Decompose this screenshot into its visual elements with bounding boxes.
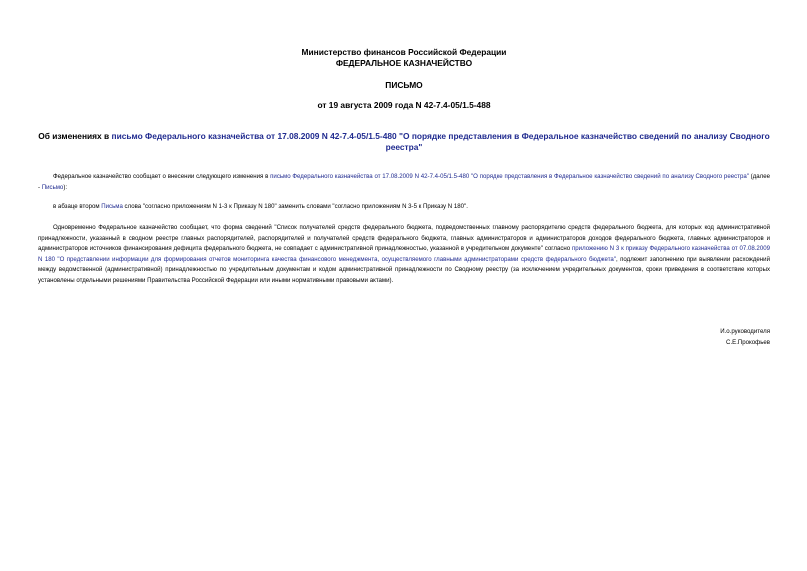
signature-name: С.Е.Прокофьев bbox=[726, 339, 770, 346]
paragraph-1-link[interactable]: письмо Федерального казначейства от 17.08.2009 N 42-7.4-05/1.5-480 "О порядке представления в Федеральное казначейство сведений по анализу Сводного реестра" bbox=[270, 173, 749, 180]
signature-position: И.о.руководителя bbox=[720, 328, 770, 335]
paragraph-1 bbox=[38, 172, 770, 193]
document-header bbox=[38, 47, 770, 68]
subject-prefix: Об изменениях в bbox=[38, 131, 112, 141]
paragraph-1-link-letter[interactable]: Письмо bbox=[41, 183, 64, 191]
paragraph-3-link[interactable]: приложению N 3 к приказу Федерального казначейства от 07.08.2009 N 180 "О представлении информации для формирования отчетов мониторинга качества финансового менеджмента, осуществляемого главными администраторами средств федерального бюджета" bbox=[38, 245, 770, 263]
paragraph-3-text: Одновременно Федеральное казначейство сообщает, что форма сведений "Список получателей средств федерального бюджета, подведомственных главному распорядителю средств федерального бюджета, для которых код административной принадлежности, указанный в сводном реестре главных распорядителей, распорядителей и получателей средств федерального бюджета, главных администраторов и администраторов доходов федерального бюджета, главных администраторов и администраторов источников финансирования дефицита федерального бюджета, не совпадает с административной принадлежностью, указанной в учредительном документе" согласно bbox=[38, 224, 770, 253]
document-type: ПИСЬМО bbox=[385, 80, 423, 90]
paragraph-2-text-end: слова "согласно приложениям N 1-3 к Приказу N 180" заменить словами "согласно приложениям N 3-5 к Приказу N 180". bbox=[122, 203, 468, 210]
paragraph-3 bbox=[38, 223, 770, 287]
treasury-name: ФЕДЕРАЛЬНОЕ КАЗНАЧЕЙСТВО bbox=[335, 57, 473, 68]
subject-link[interactable]: письмо Федерального казначейства от 17.08.2009 N 42-7.4-05/1.5-480 "О порядке представления в Федеральное казначейство сведений по анализу Сводного реестра" bbox=[111, 131, 770, 152]
ministry-name: Министерство финансов Российской Федерации bbox=[301, 47, 507, 57]
document-date-number: от 19 августа 2009 года N 42-7.4-05/1.5-488 bbox=[317, 100, 491, 110]
paragraph-1-text: Федеральное казначейство сообщает о внесении следующего изменения в bbox=[53, 173, 271, 180]
paragraph-1-text-mid: (далее - bbox=[38, 173, 770, 191]
paragraph-2-text: в абзаце втором bbox=[53, 203, 102, 210]
document-subject bbox=[38, 131, 770, 152]
paragraph-1-text-end: ): bbox=[63, 183, 68, 191]
paragraph-2-link[interactable]: Письма bbox=[101, 203, 123, 210]
paragraph-3-text-end: , подлежит заполнению при выявлении расхождений между ведомственной (административной) принадлежностью по учредительным документам и кодом административной принадлежности по Сводному реестру (за исключением учредительных документов, сроки приведения в соответствие которых установлены отдельными решениями Правительства Российской Федерации или иными нормативными правовыми актами). bbox=[38, 255, 770, 284]
paragraph-2 bbox=[38, 202, 770, 213]
